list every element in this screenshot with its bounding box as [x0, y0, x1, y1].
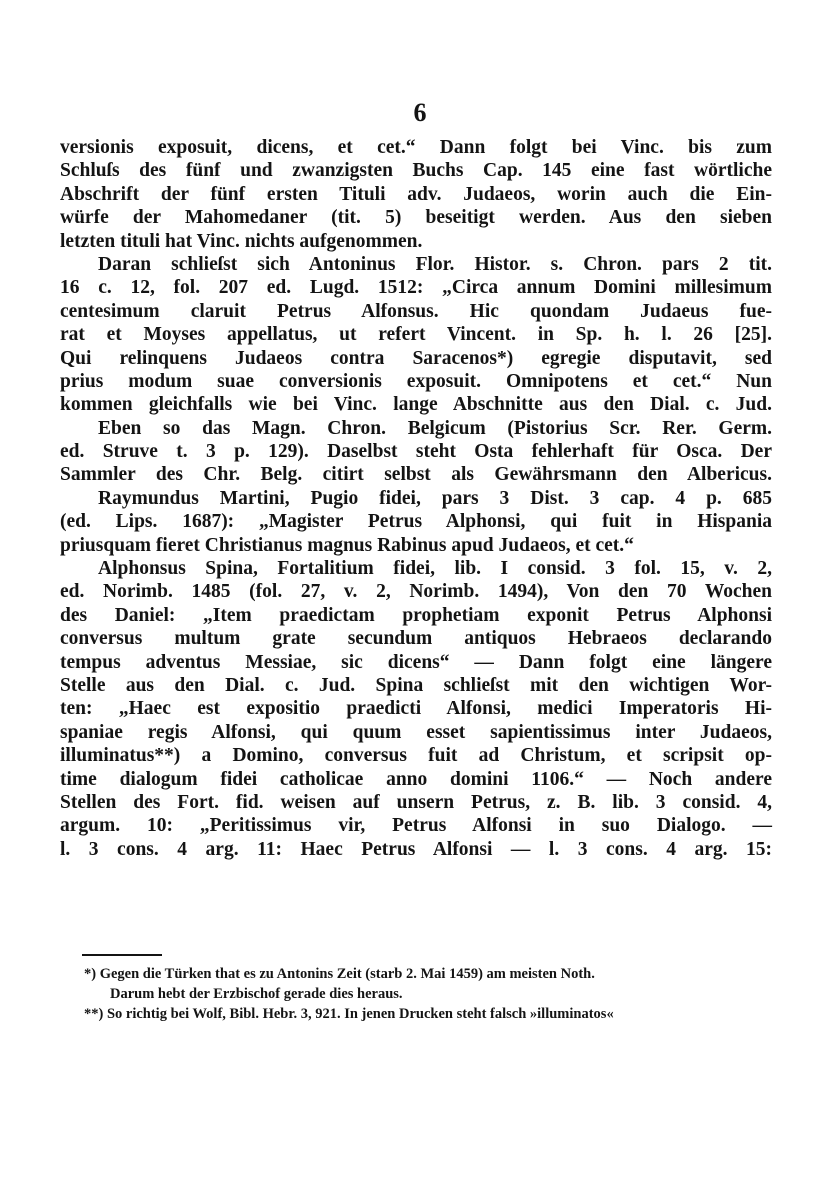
- body-line: Sammler des Chr. Belg. citirt selbst als Gewährsmann den Albericus.: [60, 464, 772, 486]
- body-line: Qui relinquens Judaeos contra Saracenos*) egregie disputavit, sed: [60, 347, 772, 369]
- body-line: Daran schlieſst sich Antoninus Flor. Histor. s. Chron. pars 2 tit.: [98, 253, 772, 275]
- body-line: (ed. Lips. 1687): „Magister Petrus Alphonsi, qui fuit in Hispania: [60, 511, 772, 533]
- body-line: 16 c. 12, fol. 207 ed. Lugd. 1512: „Circa annum Domini millesimum: [60, 277, 772, 299]
- body-line: priusquam fieret Christianus magnus Rabinus apud Judaeos, et cet.“: [60, 534, 634, 556]
- body-line: versionis exposuit, dicens, et cet.“ Dann folgt bei Vinc. bis zum: [60, 137, 772, 158]
- body-line: argum. 10: „Peritissimus vir, Petrus Alfonsi in suo Dialogo. —: [60, 815, 772, 837]
- body-line: ten: „Haec est expositio praedicti Alfonsi, medici Imperatoris Hi-: [60, 698, 772, 720]
- body-line: Stelle aus den Dial. c. Jud. Spina schlieſst mit den wichtigen Wor-: [60, 674, 772, 696]
- body-line: prius modum suae conversionis exposuit. Omnipotens et cet.“ Nun: [60, 370, 772, 392]
- body-line: Abschrift der fünf ersten Tituli adv. Judaeos, worin auch die Ein-: [60, 183, 772, 205]
- body-line: ed. Norimb. 1485 (fol. 27, v. 2, Norimb. 1494), Von den 70 Wochen: [60, 581, 772, 603]
- body-line: rat et Moyses appellatus, ut refert Vincent. in Sp. h. l. 26 [25].: [60, 324, 772, 346]
- body-line: letzten tituli hat Vinc. nichts aufgenommen.: [60, 230, 423, 252]
- body-line: Raymundus Martini, Pugio fidei, pars 3 Dist. 3 cap. 4 p. 685: [98, 487, 772, 509]
- footnotes: [84, 964, 772, 1024]
- body-line: Schluſs des fünf und zwanzigsten Buchs Cap. 145 eine fast wörtliche: [60, 160, 772, 182]
- body-line: würfe der Mahomedaner (tit. 5) beseitigt werden. Aus den sieben: [60, 207, 772, 229]
- footnote-line: Darum hebt der Erzbischof gerade dies heraus.: [110, 986, 403, 1002]
- footnote-line: *) Gegen die Türken that es zu Antonins Zeit (starb 2. Mai 1459) am meisten Noth.: [84, 966, 595, 982]
- body-line: tempus adventus Messiae, sic dicens“ — Dann folgt eine längere: [60, 651, 772, 673]
- body-line: conversus multum grate secundum antiquos Hebraeos declarando: [60, 628, 772, 650]
- body-line: ed. Struve t. 3 p. 129). Daselbst steht Osta fehlerhaft für Osca. Der: [60, 441, 772, 463]
- body-line: Stellen des Fort. fid. weisen auf unsern Petrus, z. B. lib. 3 consid. 4,: [60, 791, 772, 813]
- page-number: 6: [413, 98, 427, 127]
- body-line: illuminatus**) a Domino, conversus fuit ad Christum, et scripsit op-: [60, 745, 772, 767]
- body-line: Alphonsus Spina, Fortalitium fidei, lib. I consid. 3 fol. 15, v. 2,: [98, 558, 772, 580]
- footnote-line: **) So richtig bei Wolf, Bibl. Hebr. 3, 921. In jenen Drucken steht falsch »illuminatos«: [84, 1006, 614, 1022]
- body-text: [60, 136, 772, 861]
- body-line: spaniae regis Alfonsi, qui quum esset sapientissimus inter Judaeos,: [60, 721, 772, 743]
- body-line: Eben so das Magn. Chron. Belgicum (Pistorius Scr. Rer. Germ.: [98, 417, 772, 439]
- body-line: des Daniel: „Item praedictam prophetiam exponit Petrus Alphonsi: [60, 604, 772, 626]
- body-line: centesimum claruit Petrus Alfonsus. Hic quondam Judaeus fue-: [60, 300, 772, 322]
- body-line: time dialogum fidei catholicae anno domini 1106.“ — Noch andere: [60, 768, 772, 790]
- body-line: l. 3 cons. 4 arg. 11: Haec Petrus Alfonsi — l. 3 cons. 4 arg. 15:: [60, 838, 772, 860]
- footnote-separator: [82, 954, 162, 956]
- body-line: kommen gleichfalls wie bei Vinc. lange Abschnitte aus den Dial. c. Jud.: [60, 394, 772, 416]
